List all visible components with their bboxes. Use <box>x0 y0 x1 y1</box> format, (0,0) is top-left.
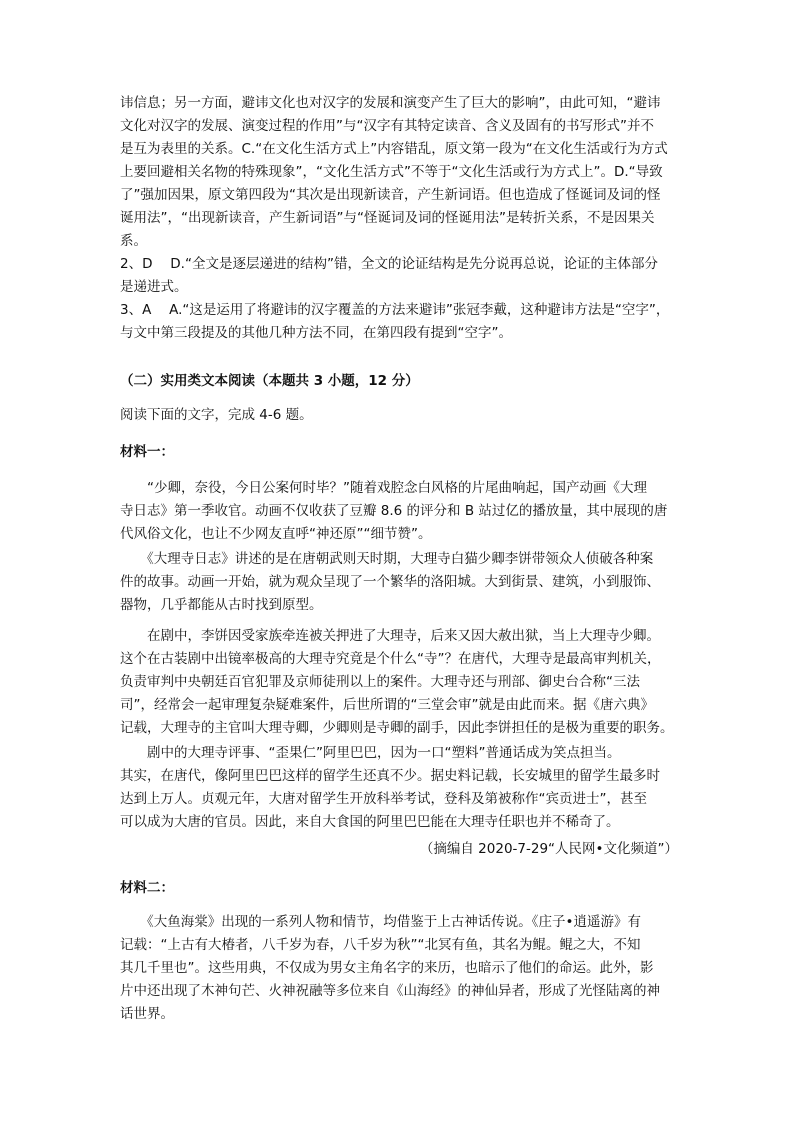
material-2-title <box>120 877 678 900</box>
text-line: 系。 <box>120 233 147 249</box>
text-line: 是互为表里的关系。C.“在文化生活方式上”内容错乱，原文第一段为“在文化生活或行为方式 <box>120 141 668 157</box>
material-title: 材料二： <box>120 880 174 896</box>
text-line: 文化对汉字的发展、演变过程的作用”与“汉字有其特定读音、含义及固有的书写形式”并不 <box>120 118 654 134</box>
text-line: 负责审判中央朝廷百官犯罪及京师徒刑以上的案件。大理寺还与刑部、御史台合称“三法 <box>120 674 640 690</box>
material-1-source <box>120 838 678 861</box>
text-line: 达到上万人。贞观元年，大唐对留学生开放科举考试，登科及第被称作“宾贡进士”，甚至 <box>120 791 647 807</box>
text-line: 与文中第三段提及的其他几种方法不同，在第四段有提到“空字”。 <box>120 325 512 341</box>
text-line: 话世界。 <box>120 1006 174 1022</box>
text-line: 这个在古装剧中出镜率极高的大理寺究竟是个什么“寺”？在唐代，大理寺是最高审判机关， <box>120 651 661 667</box>
text-line: 记载，大理寺的主官叫大理寺卿，少卿则是寺卿的副手，因此李饼担任的是极为重要的职务。 <box>120 720 674 736</box>
text-line: 代风俗文化，也让不少网友直呼“神还原”“细节赞”。 <box>120 526 432 542</box>
material-title: 材料一： <box>120 444 174 460</box>
text-line: 3、A A.“这是运用了将避讳的汉字覆盖的方法来避讳”张冠李戴，这种避讳方法是“空字”， <box>120 302 670 318</box>
text-line: “少卿，奈役，今日公案何时毕？”随着戏腔念白风格的片尾曲响起，国产动画《大理 <box>120 480 647 496</box>
text-line: 片中还出现了木神句芒、火神祝融等多位来自《山海经》的神仙异者，形成了光怪陆离的神 <box>120 983 660 999</box>
material-1-paragraph-3 <box>120 625 678 740</box>
answer-1-explanation <box>120 92 678 253</box>
text-line: 司”，经常会一起审理复杂疑难案件，后世所谓的“三堂会审”就是由此而来。据《唐六典》 <box>120 697 654 713</box>
text-line: 剧中的大理寺评事、“歪果仁”阿里巴巴，因为一口“塑料”普通话成为笑点担当。 <box>120 745 621 761</box>
text-line: 在剧中，李饼因受家族牵连被关押进了大理寺，后来又因大赦出狱，当上大理寺少卿。 <box>120 628 660 644</box>
material-1-paragraph-1 <box>120 477 678 546</box>
text-line: 件的故事。动画一开始，就为观众呈现了一个繁华的洛阳城。大到街景、建筑，小到服饰、 <box>120 574 660 590</box>
section-heading <box>120 370 678 393</box>
material-2-paragraph-1 <box>120 911 678 1026</box>
text-line: 上要回避相关名物的特殊现象”，“文化生活方式”不等于“文化生活或行为方式上”。D.“导致 <box>120 164 663 180</box>
text-line: 讳信息；另一方面，避讳文化也对汉字的发展和演变产生了巨大的影响”，由此可知，“避讳 <box>120 95 661 111</box>
text-line: 诞用法”，“出现新读音，产生新词语”与“怪诞词及词的怪诞用法”是转折关系，不是因果关 <box>120 210 655 226</box>
text-line: 是递进式。 <box>120 279 188 295</box>
text-line: 其几千里也”。这些用典，不仅成为男女主角名字的来历，也暗示了他们的命运。此外，影 <box>120 960 654 976</box>
text-line: 2、D D.“全文是逐层递进的结构”错，全文的论证结构是先分说再总说，论证的主体部分 <box>120 256 658 272</box>
answer-3-explanation <box>120 299 678 345</box>
section-instruction <box>120 404 678 427</box>
material-1-paragraph-2 <box>120 548 678 617</box>
text-line: 器物，几乎都能从古时找到原型。 <box>120 597 323 613</box>
text-line: 《大理寺日志》讲述的是在唐朝武则天时期，大理寺白猫少卿李饼带领众人侦破各种案 <box>120 551 654 567</box>
text-line: 了”强加因果，原文第四段为“其次是出现新读音，产生新词语。但也造成了怪诞词及词的怪 <box>120 187 661 203</box>
text-line: 《大鱼海棠》出现的一系列人物和情节，均借鉴于上古神话传说。《庄子•逍遥游》有 <box>120 914 641 930</box>
answer-2-explanation <box>120 253 678 299</box>
material-1-paragraph-4 <box>120 742 678 834</box>
instruction-text: 阅读下面的文字，完成 4-6 题。 <box>120 407 313 423</box>
text-line: 寺日志》第一季收官。动画不仅收获了豆瓣 8.6 的评分和 B 站过亿的播放量，其中展现的唐 <box>120 503 668 519</box>
text-line: 记载：“上古有大椿者，八千岁为春，八千岁为秋”“北冥有鱼，其名为鲲。鲲之大，不知 <box>120 937 641 953</box>
section-title: （二）实用类文本阅读（本题共 3 小题，12 分） <box>120 373 419 389</box>
text-line: 可以成为大唐的官员。因此，来自大食国的阿里巴巴能在大理寺任职也并不稀奇了。 <box>120 814 620 830</box>
material-1-title <box>120 441 678 464</box>
text-line: 其实，在唐代，像阿里巴巴这样的留学生还真不少。据史料记载，长安城里的留学生最多时 <box>120 768 660 784</box>
source-citation: （摘编自 2020-7-29“人民网•文化频道”） <box>419 841 678 857</box>
